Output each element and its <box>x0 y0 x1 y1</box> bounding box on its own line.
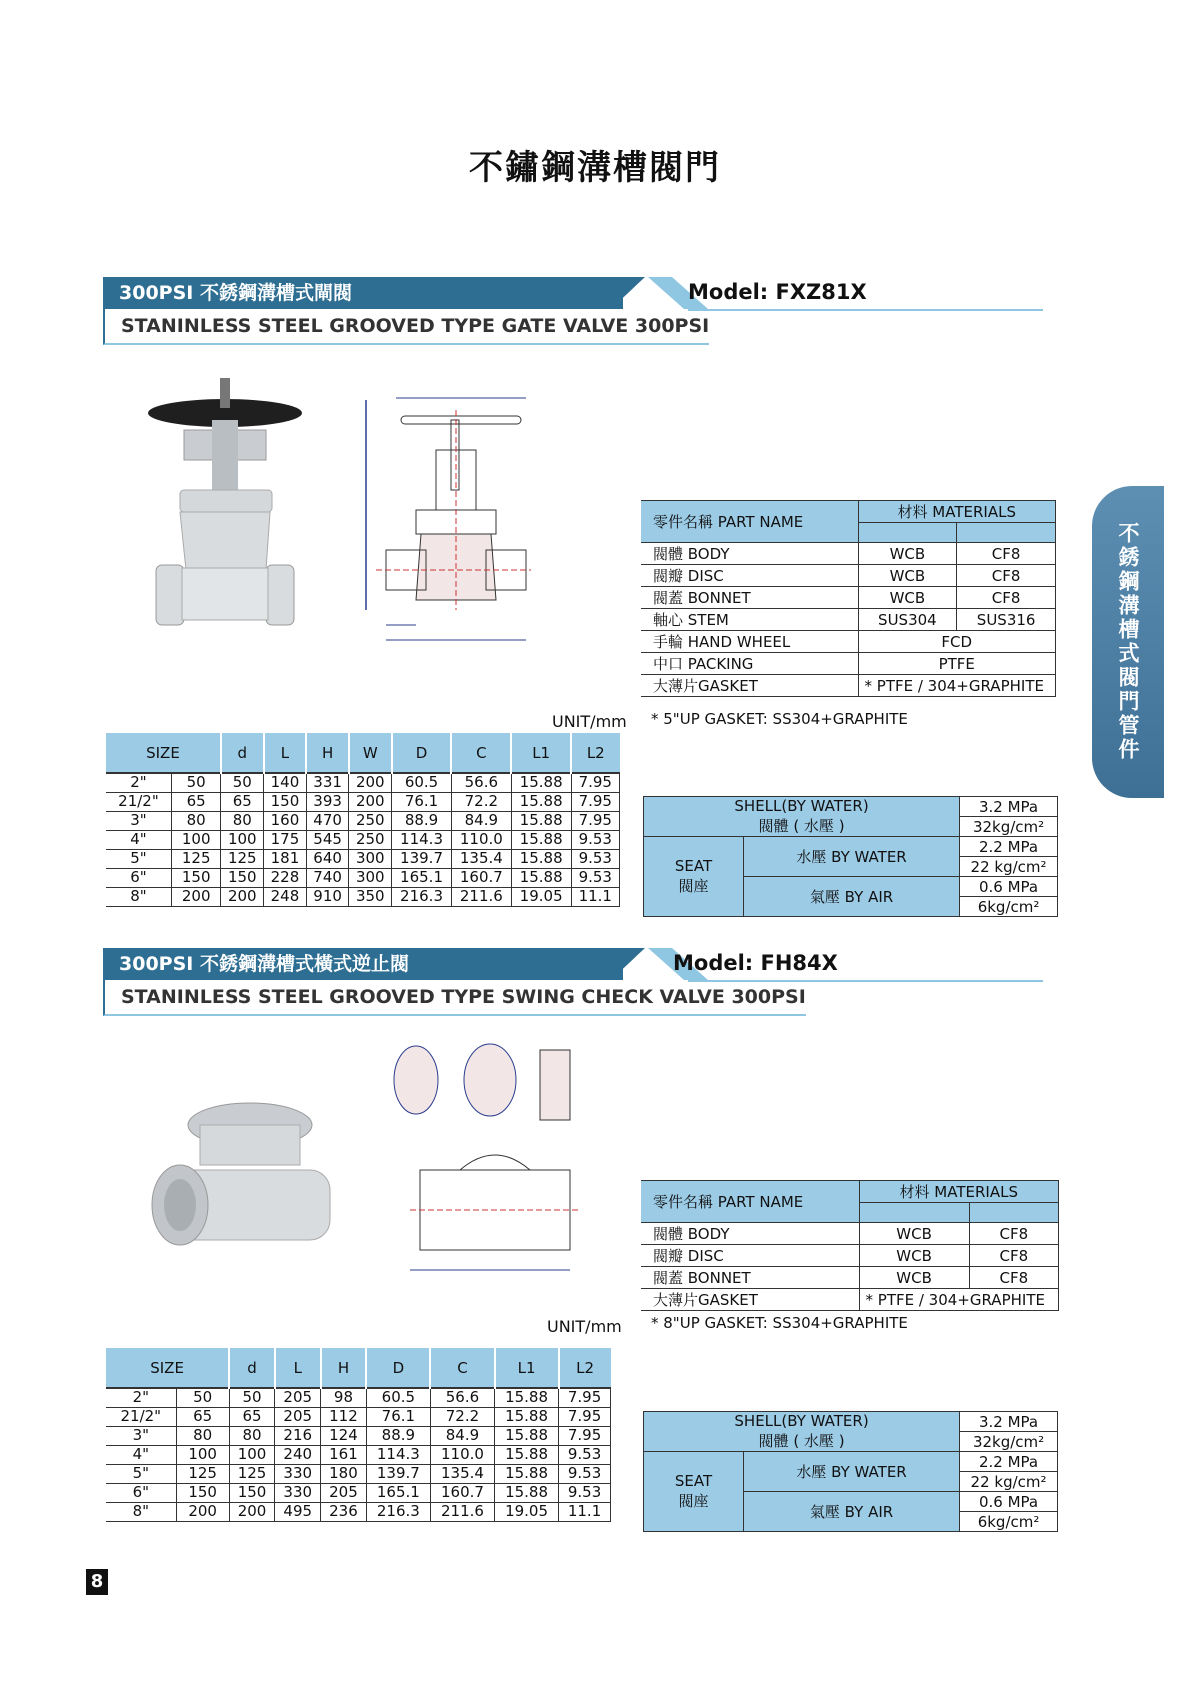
table-cell: 7.95 <box>571 773 619 792</box>
table-cell: 240 <box>275 1445 321 1464</box>
unit-label-1: UNIT/mm <box>552 712 627 731</box>
pressure-table-1: SHELL(BY WATER) 閥體 ( 水壓 ) 3.2 MPa 32kg/cm² SEAT 閥座 水壓 BY WATER 2.2 MPa 22 kg/cm² 氣壓 BY AIR 0.6 MPa 6kg/cm² <box>643 796 1058 917</box>
table-row: 閥體 BODY WCB CF8 <box>641 1223 1059 1245</box>
table-cell: 2" <box>106 1388 176 1407</box>
table-cell: 7.95 <box>559 1426 611 1445</box>
shell-label: SHELL(BY WATER) 閥體 ( 水壓 ) <box>644 797 960 837</box>
unit-label-2: UNIT/mm <box>547 1317 622 1336</box>
table-cell: 9.53 <box>571 849 619 868</box>
table-cell: 60.5 <box>392 773 452 792</box>
table-cell: 80 <box>171 811 221 830</box>
table-row <box>106 792 620 811</box>
table-cell: 15.88 <box>511 830 571 849</box>
table-cell: 150 <box>221 868 264 887</box>
check-valve-drawing <box>390 1040 590 1280</box>
table-row <box>106 868 620 887</box>
table-cell: 84.9 <box>451 811 511 830</box>
table-cell: 21/2" <box>106 1407 176 1426</box>
table-cell: 161 <box>321 1445 367 1464</box>
table-cell: 228 <box>264 868 307 887</box>
table-row <box>106 830 620 849</box>
table-cell: 100 <box>176 1445 229 1464</box>
table-cell: 300 <box>349 849 392 868</box>
table-cell: 300 <box>349 868 392 887</box>
table-cell: 205 <box>321 1483 367 1502</box>
parts-table-1 <box>641 500 1056 697</box>
table-cell: 65 <box>176 1407 229 1426</box>
table-cell: 9.53 <box>559 1483 611 1502</box>
section-1-header <box>103 277 1043 357</box>
table-row <box>106 1407 611 1426</box>
table-cell: 9.53 <box>571 830 619 849</box>
table-row: 閥蓋 BONNET WCB CF8 <box>641 1267 1059 1289</box>
table-cell: 50 <box>176 1388 229 1407</box>
table-row <box>106 887 620 906</box>
table-cell: 331 <box>306 773 349 792</box>
table-cell: 100 <box>229 1445 275 1464</box>
table-cell: 3" <box>106 811 171 830</box>
table-cell: 200 <box>176 1502 229 1521</box>
table-cell: 15.88 <box>511 868 571 887</box>
table-cell: 98 <box>321 1388 367 1407</box>
gasket-note-1: * 5"UP GASKET: SS304+GRAPHITE <box>651 710 908 728</box>
gate-valve-photo <box>140 370 310 660</box>
table-cell: 15.88 <box>511 773 571 792</box>
table-cell: 8" <box>106 1502 176 1521</box>
table-cell: 6" <box>106 868 171 887</box>
table-cell: 15.88 <box>495 1483 559 1502</box>
table-cell: 72.2 <box>451 792 511 811</box>
table-cell: 205 <box>275 1388 321 1407</box>
parts-header: 零件名稱 PART NAME <box>641 501 858 543</box>
table-cell: 350 <box>349 887 392 906</box>
table-cell: 393 <box>306 792 349 811</box>
table-row: 手輪 HAND WHEEL FCD <box>641 631 1056 653</box>
table-cell: 181 <box>264 849 307 868</box>
table-row <box>106 849 620 868</box>
table-cell: 135.4 <box>430 1464 494 1483</box>
table-cell: 100 <box>221 830 264 849</box>
table-cell: 65 <box>221 792 264 811</box>
table-cell: 80 <box>229 1426 275 1445</box>
table-cell: 211.6 <box>451 887 511 906</box>
table-row: 閥瓣 DISC WCB CF8 <box>641 565 1056 587</box>
table-cell: 84.9 <box>430 1426 494 1445</box>
table-cell: 9.53 <box>559 1464 611 1483</box>
table-cell: 15.88 <box>511 811 571 830</box>
table-cell: 9.53 <box>559 1445 611 1464</box>
table-cell: 5" <box>106 1464 176 1483</box>
parts-table-2 <box>641 1180 1059 1311</box>
table-cell: 112 <box>321 1407 367 1426</box>
table-cell: 80 <box>176 1426 229 1445</box>
table-cell: 200 <box>349 773 392 792</box>
table-cell: 9.53 <box>571 868 619 887</box>
table-cell: 114.3 <box>392 830 452 849</box>
table-cell: 640 <box>306 849 349 868</box>
table-cell: 50 <box>229 1388 275 1407</box>
table-cell: 15.88 <box>495 1407 559 1426</box>
table-cell: 114.3 <box>366 1445 430 1464</box>
table-cell: 175 <box>264 830 307 849</box>
table-cell: 21/2" <box>106 792 171 811</box>
side-tab-label: 不銹鋼溝槽式閥門管件 <box>1116 522 1140 762</box>
table-row <box>106 811 620 830</box>
table-cell: 88.9 <box>392 811 452 830</box>
table-row: 閥蓋 BONNET WCB CF8 <box>641 587 1056 609</box>
table-row: 中口 PACKING PTFE <box>641 653 1056 675</box>
table-cell: 11.1 <box>571 887 619 906</box>
table-cell: 135.4 <box>451 849 511 868</box>
table-cell: 160.7 <box>430 1483 494 1502</box>
table-row: 閥瓣 DISC WCB CF8 <box>641 1245 1059 1267</box>
table-cell: 125 <box>229 1464 275 1483</box>
table-cell: 76.1 <box>366 1407 430 1426</box>
page-title: 不鏽鋼溝槽閥門 <box>469 148 721 188</box>
table-cell: 15.88 <box>495 1426 559 1445</box>
table-cell: 165.1 <box>366 1483 430 1502</box>
table-cell: 11.1 <box>559 1502 611 1521</box>
table-cell: 125 <box>176 1464 229 1483</box>
table-row: 大薄片GASKET * PTFE / 304+GRAPHITE <box>641 1289 1059 1311</box>
table-cell: 4" <box>106 1445 176 1464</box>
table-cell: 200 <box>221 887 264 906</box>
table-cell: 160 <box>264 811 307 830</box>
table-cell: 50 <box>221 773 264 792</box>
section-1-title-en: STANINLESS STEEL GROOVED TYPE GATE VALVE 300PSI <box>103 309 709 345</box>
table-cell: 88.9 <box>366 1426 430 1445</box>
table-cell: 216.3 <box>392 887 452 906</box>
table-cell: 236 <box>321 1502 367 1521</box>
table-cell: 124 <box>321 1426 367 1445</box>
table-cell: 7.95 <box>559 1388 611 1407</box>
side-tab <box>1092 486 1164 798</box>
table-cell: 56.6 <box>451 773 511 792</box>
table-cell: 110.0 <box>451 830 511 849</box>
section-2-header <box>103 948 1043 1028</box>
table-cell: 3" <box>106 1426 176 1445</box>
table-cell: 60.5 <box>366 1388 430 1407</box>
materials-header: 材料 MATERIALS <box>859 1181 1059 1203</box>
table-cell: 140 <box>264 773 307 792</box>
materials-header: 材料 MATERIALS <box>858 501 1056 523</box>
table-cell: 100 <box>171 830 221 849</box>
table-cell: 150 <box>171 868 221 887</box>
table-cell: 545 <box>306 830 349 849</box>
table-cell: 15.88 <box>511 792 571 811</box>
table-cell: 7.95 <box>571 811 619 830</box>
table-row <box>106 1426 611 1445</box>
table-cell: 19.05 <box>511 887 571 906</box>
table-cell: 216.3 <box>366 1502 430 1521</box>
table-cell: 56.6 <box>430 1388 494 1407</box>
table-row <box>106 1445 611 1464</box>
pressure-table-2: SHELL(BY WATER) 閥體 ( 水壓 ) 3.2 MPa 32kg/cm² SEAT 閥座 水壓 BY WATER 2.2 MPa 22 kg/cm² 氣壓 BY AIR 0.6 MPa 6kg/cm² <box>643 1411 1058 1532</box>
check-valve-photo <box>140 1090 340 1270</box>
table-cell: 5" <box>106 849 171 868</box>
table-cell: 8" <box>106 887 171 906</box>
seat-label: SEAT 閥座 <box>644 1452 744 1532</box>
table-row: 大薄片GASKET * PTFE / 304+GRAPHITE <box>641 675 1056 697</box>
table-cell: 150 <box>264 792 307 811</box>
table-cell: 470 <box>306 811 349 830</box>
table-row <box>106 1464 611 1483</box>
table-cell: 15.88 <box>495 1445 559 1464</box>
table-cell: 125 <box>221 849 264 868</box>
table-cell: 139.7 <box>392 849 452 868</box>
gasket-note-2: * 8"UP GASKET: SS304+GRAPHITE <box>651 1314 908 1332</box>
seat-label: SEAT 閥座 <box>644 837 744 917</box>
table-cell: 150 <box>229 1483 275 1502</box>
table-cell: 740 <box>306 868 349 887</box>
table-cell: 139.7 <box>366 1464 430 1483</box>
dimension-table-2: SIZE d L H D C L1 L2 2" 50 50 205 98 60.5 56.6 15.88 7.95 21/2" 65 65 205 112 76.1 72.2 15.88 7.95 3" 80 80 216 124 88.9 84.9 15.88 7.95 4" 100 100 240 161 114.3 110.0 15.88 9.53 5" 125 125 330 180 139.7 135.4 15.88 9.53 6" 150 150 330 205 165.1 160.7 15.88 9.53 8" 200 200 495 236 216.3 211.6 19.05 11.1 <box>106 1348 611 1522</box>
table-cell: 80 <box>221 811 264 830</box>
section-1-title-cn: 300PSI 不銹鋼溝槽式閘閥 <box>103 277 623 309</box>
table-cell: 150 <box>176 1483 229 1502</box>
section-2-model: Model: FH84X <box>673 951 838 975</box>
table-row: 軸心 STEM SUS304 SUS316 <box>641 609 1056 631</box>
page-number: 8 <box>86 1569 108 1595</box>
table-cell: 910 <box>306 887 349 906</box>
table-cell: 216 <box>275 1426 321 1445</box>
section-2-title-en: STANINLESS STEEL GROOVED TYPE SWING CHECK VALVE 300PSI <box>103 980 806 1016</box>
parts-header: 零件名稱 PART NAME <box>641 1181 859 1223</box>
table-cell: 110.0 <box>430 1445 494 1464</box>
section-2-title-cn: 300PSI 不銹鋼溝槽式橫式逆止閥 <box>103 948 623 980</box>
table-row <box>106 773 620 792</box>
table-cell: 15.88 <box>495 1388 559 1407</box>
table-cell: 200 <box>229 1502 275 1521</box>
table-cell: 250 <box>349 811 392 830</box>
table-cell: 330 <box>275 1483 321 1502</box>
table-cell: 200 <box>349 792 392 811</box>
table-cell: 211.6 <box>430 1502 494 1521</box>
dimension-table-1: SIZE d L H W D C L1 L2 2" 50 50 140 331 200 60.5 56.6 15.88 7.95 21/2" 65 65 150 393 200 76.1 72.2 15.88 7.95 3" 80 80 160 470 250 88.9 84.9 15.88 7.95 4" 100 100 175 545 250 114.3 110.0 15.88 9.53 5" 125 125 181 640 300 139.7 135.4 15.88 9.53 6" 150 150 228 740 300 165.1 160.7 15.88 9.53 8" 200 200 248 910 350 216.3 211.6 19.05 11.1 <box>106 733 620 907</box>
gate-valve-drawing <box>356 390 536 660</box>
table-cell: 250 <box>349 830 392 849</box>
table-cell: 330 <box>275 1464 321 1483</box>
table-cell: 76.1 <box>392 792 452 811</box>
table-cell: 7.95 <box>559 1407 611 1426</box>
table-cell: 50 <box>171 773 221 792</box>
table-row <box>106 1483 611 1502</box>
table-cell: 7.95 <box>571 792 619 811</box>
table-cell: 15.88 <box>511 849 571 868</box>
table-cell: 2" <box>106 773 171 792</box>
table-cell: 65 <box>229 1407 275 1426</box>
table-cell: 160.7 <box>451 868 511 887</box>
section-1-model: Model: FXZ81X <box>688 280 867 304</box>
table-row <box>106 1502 611 1521</box>
table-cell: 495 <box>275 1502 321 1521</box>
table-cell: 205 <box>275 1407 321 1426</box>
table-cell: 180 <box>321 1464 367 1483</box>
table-cell: 248 <box>264 887 307 906</box>
table-cell: 200 <box>171 887 221 906</box>
shell-label: SHELL(BY WATER) 閥體 ( 水壓 ) <box>644 1412 960 1452</box>
table-cell: 125 <box>171 849 221 868</box>
table-cell: 165.1 <box>392 868 452 887</box>
table-cell: 15.88 <box>495 1464 559 1483</box>
table-cell: 65 <box>171 792 221 811</box>
table-row: 閥體 BODY WCB CF8 <box>641 543 1056 565</box>
table-cell: 6" <box>106 1483 176 1502</box>
table-cell: 4" <box>106 830 171 849</box>
table-cell: 72.2 <box>430 1407 494 1426</box>
table-row <box>106 1388 611 1407</box>
table-cell: 19.05 <box>495 1502 559 1521</box>
